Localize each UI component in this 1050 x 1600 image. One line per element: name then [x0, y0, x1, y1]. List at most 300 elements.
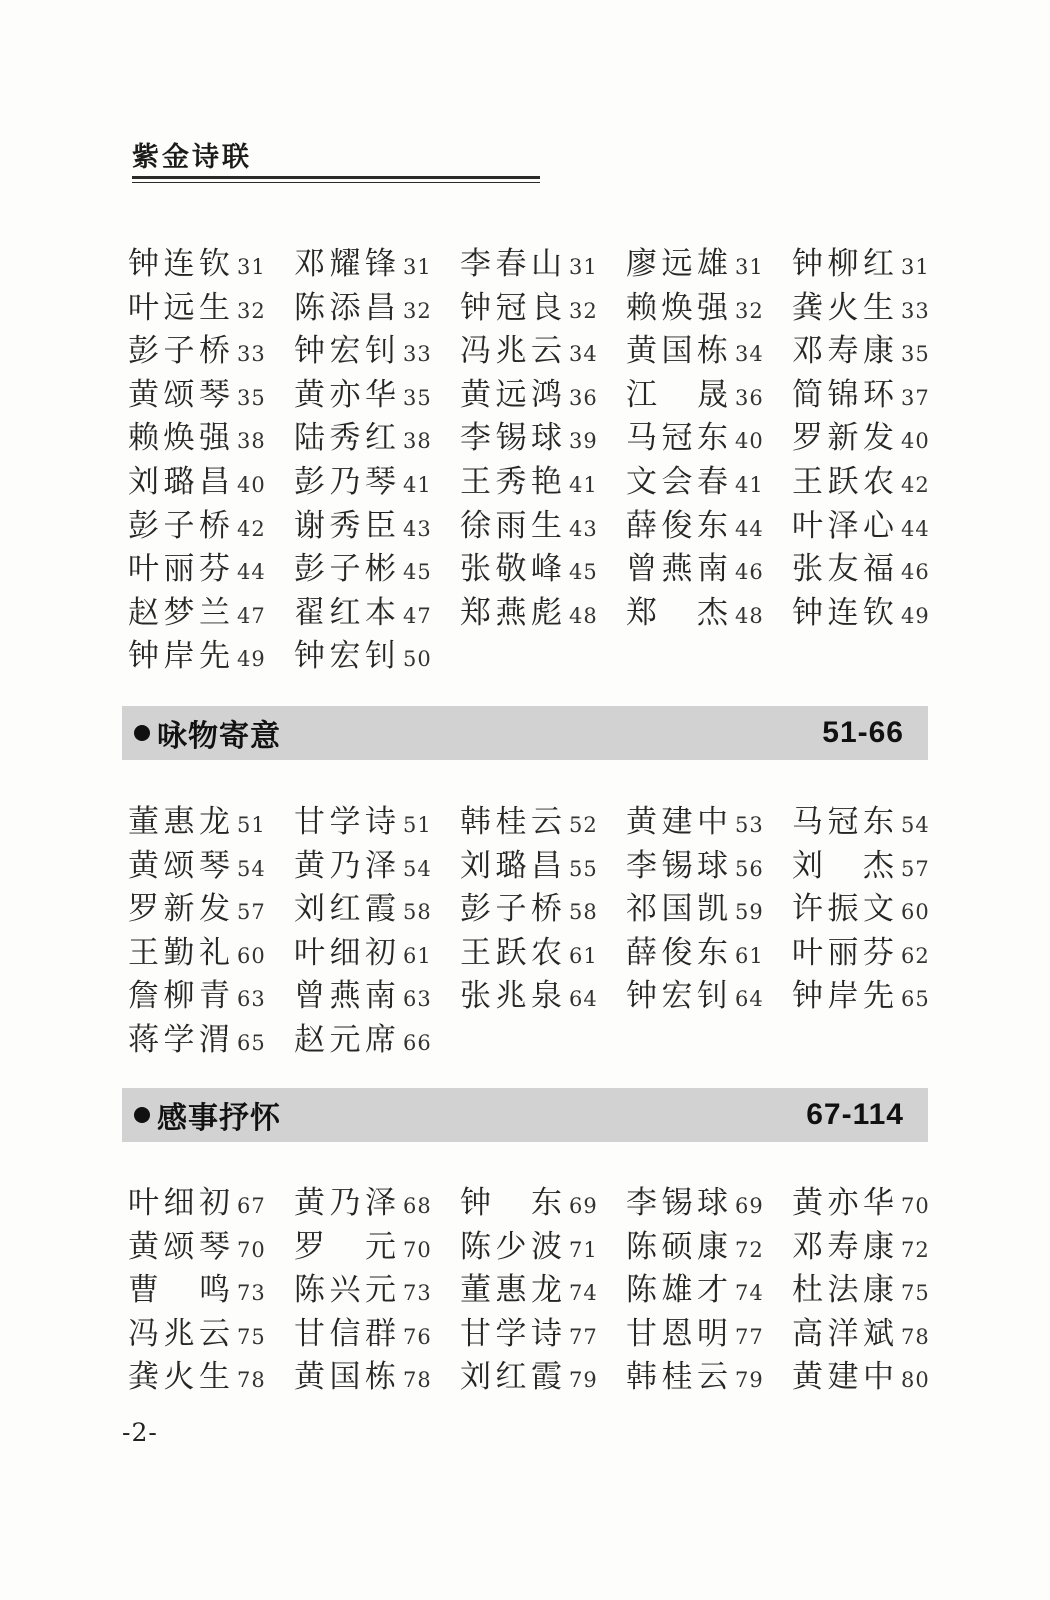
- toc-entry: [294, 412, 460, 456]
- running-header: [132, 140, 540, 183]
- toc-entry: [792, 238, 958, 282]
- author-name: 张敬峰: [460, 551, 566, 588]
- author-name: 曹 鸣: [128, 1272, 234, 1309]
- author-name: 钟岸先: [128, 638, 234, 675]
- entry-page-number: 60: [901, 900, 930, 925]
- toc-entry: [460, 456, 626, 500]
- entry-page-number: 60: [237, 943, 266, 968]
- toc-entry: [294, 840, 460, 884]
- author-name: 赵梦兰: [128, 594, 234, 631]
- entry-page-number: 40: [901, 429, 930, 454]
- toc-entry: [626, 1351, 792, 1395]
- author-name: 钟连钦: [128, 246, 234, 282]
- author-name: 黄建中: [792, 1359, 898, 1396]
- author-name: 冯兆云: [460, 333, 566, 370]
- toc-entry: [626, 1264, 792, 1308]
- author-name: 董惠龙: [128, 804, 234, 840]
- toc-entry: [460, 883, 626, 927]
- author-name: 马冠东: [792, 804, 898, 840]
- author-name: 黄颂琴: [128, 376, 234, 413]
- toc-entry: [460, 840, 626, 884]
- toc-entry: [294, 1014, 460, 1058]
- author-name: 黄颂琴: [128, 1228, 234, 1265]
- entry-page-number: 54: [901, 813, 930, 837]
- toc-entry: [294, 1351, 460, 1395]
- bullet-icon: [134, 725, 150, 741]
- toc-entry: [294, 369, 460, 413]
- toc-entry: [460, 796, 626, 840]
- toc-entry: [626, 883, 792, 927]
- toc-entry: [294, 883, 460, 927]
- author-name: 董惠龙: [460, 1272, 566, 1309]
- entry-page-number: 76: [403, 1324, 432, 1349]
- author-name: 刘 杰: [792, 847, 898, 884]
- toc-entry: [626, 412, 792, 456]
- toc-entry: [792, 369, 958, 413]
- author-name: 杜法康: [792, 1272, 898, 1309]
- author-name: 李锡球: [460, 420, 566, 457]
- author-name: 甘恩明: [626, 1315, 732, 1352]
- entry-page-number: 45: [569, 560, 598, 585]
- author-name: 叶细初: [294, 934, 400, 971]
- author-name: 彭乃琴: [294, 463, 400, 500]
- entry-page-number: 41: [735, 472, 764, 497]
- toc-section: [128, 1177, 958, 1395]
- toc-entry: [128, 1177, 294, 1221]
- toc-entry: [294, 970, 460, 1014]
- entry-page-number: 39: [569, 429, 598, 454]
- entry-page-number: 62: [901, 943, 930, 968]
- entry-page-number: 63: [237, 987, 266, 1012]
- toc-entry: [792, 927, 958, 971]
- toc-entry: [128, 1264, 294, 1308]
- entry-page-number: 70: [901, 1194, 930, 1218]
- author-name: 黄乃泽: [294, 847, 400, 884]
- author-name: 王秀艳: [460, 463, 566, 500]
- entry-page-number: 51: [237, 813, 266, 837]
- entry-page-number: 58: [403, 900, 432, 925]
- entry-page-number: 35: [403, 385, 432, 410]
- author-name: 甘信群: [294, 1315, 400, 1352]
- entry-page-number: 45: [403, 560, 432, 585]
- author-name: 文会春: [626, 463, 732, 500]
- author-name: 马冠东: [626, 420, 732, 457]
- author-name: 黄乃泽: [294, 1185, 400, 1221]
- toc-entry: [128, 1308, 294, 1352]
- section-title: 感事抒怀: [157, 1101, 281, 1136]
- entry-page-number: 75: [237, 1324, 266, 1349]
- toc-entry: [128, 840, 294, 884]
- toc-entry-grid: [128, 796, 958, 1058]
- entry-page-number: 49: [237, 647, 266, 672]
- toc-entry: [128, 587, 294, 631]
- entry-page-number: 42: [901, 472, 930, 497]
- toc-entry: [128, 543, 294, 587]
- entry-page-number: 55: [569, 856, 598, 881]
- toc-entry: [460, 1264, 626, 1308]
- toc-entry: [460, 543, 626, 587]
- author-name: 邓耀锋: [294, 246, 400, 282]
- entry-page-number: 67: [237, 1194, 266, 1218]
- toc-entry: [128, 883, 294, 927]
- toc-entry: [294, 282, 460, 326]
- entry-page-number: 73: [237, 1281, 266, 1306]
- entry-page-number: 46: [735, 560, 764, 585]
- entry-page-number: 64: [569, 987, 598, 1012]
- entry-page-number: 74: [735, 1281, 764, 1306]
- toc-entry: [626, 1177, 792, 1221]
- author-name: 张兆泉: [460, 978, 566, 1015]
- author-name: 王跃农: [460, 934, 566, 971]
- toc-entry-grid: [128, 1177, 958, 1395]
- author-name: 詹柳青: [128, 978, 234, 1015]
- toc-entry-grid: [128, 238, 958, 674]
- author-name: 龚火生: [792, 289, 898, 326]
- bullet-icon: [134, 1107, 150, 1123]
- entry-page-number: 57: [237, 900, 266, 925]
- entry-page-number: 72: [735, 1237, 764, 1262]
- entry-page-number: 33: [901, 298, 930, 323]
- entry-page-number: 36: [569, 385, 598, 410]
- author-name: 陈添昌: [294, 289, 400, 326]
- header-title: 紫金诗联: [132, 142, 252, 173]
- author-name: 冯兆云: [128, 1315, 234, 1352]
- author-name: 罗新发: [792, 420, 898, 457]
- toc-entry: [460, 325, 626, 369]
- toc-entry: [626, 238, 792, 282]
- entry-page-number: 37: [901, 385, 930, 410]
- toc-entry: [792, 1264, 958, 1308]
- toc-entry: [460, 1177, 626, 1221]
- entry-page-number: 43: [403, 516, 432, 541]
- entry-page-number: 78: [901, 1324, 930, 1349]
- entry-page-number: 63: [403, 987, 432, 1012]
- author-name: 甘学诗: [294, 804, 400, 840]
- entry-page-number: 70: [237, 1237, 266, 1262]
- entry-page-number: 74: [569, 1281, 598, 1306]
- author-name: 黄国栋: [626, 333, 732, 370]
- entry-page-number: 64: [735, 987, 764, 1012]
- toc-entry: [626, 1308, 792, 1352]
- banner-heading: [134, 711, 281, 755]
- header-rule-thick: [132, 176, 540, 179]
- section-banner: [122, 706, 928, 760]
- entry-page-number: 40: [237, 472, 266, 497]
- toc-section: [128, 796, 958, 1058]
- author-name: 彭子彬: [294, 551, 400, 588]
- toc-entry: [792, 840, 958, 884]
- entry-page-number: 78: [403, 1368, 432, 1393]
- toc-entry: [460, 587, 626, 631]
- entry-page-number: 44: [901, 516, 930, 541]
- toc-entry: [294, 796, 460, 840]
- toc-entry: [460, 970, 626, 1014]
- toc-entry: [128, 1221, 294, 1265]
- toc-entry: [792, 587, 958, 631]
- author-name: 蒋学渭: [128, 1021, 234, 1058]
- author-name: 曾燕南: [294, 978, 400, 1015]
- entry-page-number: 65: [237, 1030, 266, 1055]
- author-name: 高洋斌: [792, 1315, 898, 1352]
- entry-page-number: 65: [901, 987, 930, 1012]
- header-rule-thin: [132, 182, 540, 183]
- entry-page-number: 69: [569, 1194, 598, 1218]
- toc-entry: [460, 412, 626, 456]
- toc-entry: [626, 840, 792, 884]
- author-name: 黄远鸿: [460, 376, 566, 413]
- entry-page-number: 78: [237, 1368, 266, 1393]
- author-name: 黄国栋: [294, 1359, 400, 1396]
- entry-page-number: 46: [901, 560, 930, 585]
- entry-page-number: 32: [403, 298, 432, 323]
- author-name: 黄亦华: [294, 376, 400, 413]
- author-name: 陈雄才: [626, 1272, 732, 1309]
- toc-entry: [294, 1221, 460, 1265]
- toc-entry: [128, 282, 294, 326]
- author-name: 黄颂琴: [128, 847, 234, 884]
- author-name: 翟红本: [294, 594, 400, 631]
- author-name: 赵元席: [294, 1021, 400, 1058]
- author-name: 叶细初: [128, 1185, 234, 1221]
- entry-page-number: 79: [569, 1368, 598, 1393]
- entry-page-number: 77: [569, 1324, 598, 1349]
- author-name: 王跃农: [792, 463, 898, 500]
- entry-page-number: 71: [569, 1237, 598, 1262]
- entry-page-number: 43: [569, 516, 598, 541]
- author-name: 彭子桥: [460, 891, 566, 928]
- section-title: 咏物寄意: [157, 719, 281, 754]
- author-name: 甘学诗: [460, 1315, 566, 1352]
- toc-entry: [626, 970, 792, 1014]
- toc-entry: [792, 1221, 958, 1265]
- toc-entry: [128, 325, 294, 369]
- toc-entry: [792, 325, 958, 369]
- author-name: 许振文: [792, 891, 898, 928]
- toc-entry: [460, 1351, 626, 1395]
- toc-entry: [626, 500, 792, 544]
- entry-page-number: 42: [237, 516, 266, 541]
- toc-entry: [128, 970, 294, 1014]
- author-name: 彭子桥: [128, 507, 234, 544]
- entry-page-number: 32: [569, 298, 598, 323]
- toc-entry: [128, 796, 294, 840]
- section-page-range: 51-66: [822, 716, 904, 749]
- author-name: 陈兴元: [294, 1272, 400, 1309]
- author-name: 祁国凯: [626, 891, 732, 928]
- author-name: 龚火生: [128, 1359, 234, 1396]
- entry-page-number: 61: [735, 943, 764, 968]
- author-name: 钟宏钊: [294, 333, 400, 370]
- entry-page-number: 31: [569, 255, 598, 279]
- entry-page-number: 44: [237, 560, 266, 585]
- section-page-range: 67-114: [806, 1098, 904, 1131]
- toc-entry: [294, 325, 460, 369]
- toc-entry: [460, 1308, 626, 1352]
- entry-page-number: 54: [237, 856, 266, 881]
- toc-entry: [460, 238, 626, 282]
- entry-page-number: 34: [735, 342, 764, 367]
- entry-page-number: 72: [901, 1237, 930, 1262]
- toc-entry: [460, 927, 626, 971]
- banner-heading: [134, 1093, 281, 1137]
- toc-entry: [460, 282, 626, 326]
- toc-entry: [792, 543, 958, 587]
- entry-page-number: 51: [403, 813, 432, 837]
- entry-page-number: 41: [569, 472, 598, 497]
- author-name: 黄亦华: [792, 1185, 898, 1221]
- author-name: 谢秀臣: [294, 507, 400, 544]
- entry-page-number: 53: [735, 813, 764, 837]
- author-name: 钟宏钊: [294, 638, 400, 675]
- author-name: 曾燕南: [626, 551, 732, 588]
- entry-page-number: 61: [403, 943, 432, 968]
- author-name: 罗 元: [294, 1228, 400, 1265]
- toc-entry: [792, 1351, 958, 1395]
- toc-entry: [460, 369, 626, 413]
- entry-page-number: 69: [735, 1194, 764, 1218]
- entry-page-number: 36: [735, 385, 764, 410]
- author-name: 郑 杰: [626, 594, 732, 631]
- entry-page-number: 80: [901, 1368, 930, 1393]
- toc-section-continued: [128, 238, 958, 674]
- author-name: 简锦环: [792, 376, 898, 413]
- toc-entry: [128, 369, 294, 413]
- entry-page-number: 35: [237, 385, 266, 410]
- entry-page-number: 68: [403, 1194, 432, 1218]
- toc-entry: [792, 282, 958, 326]
- entry-page-number: 77: [735, 1324, 764, 1349]
- entry-page-number: 70: [403, 1237, 432, 1262]
- author-name: 赖焕强: [128, 420, 234, 457]
- author-name: 薛俊东: [626, 507, 732, 544]
- author-name: 李春山: [460, 246, 566, 282]
- toc-entry: [294, 1308, 460, 1352]
- author-name: 罗新发: [128, 891, 234, 928]
- entry-page-number: 31: [735, 255, 764, 279]
- toc-entry: [792, 970, 958, 1014]
- page-number: -2-: [122, 1418, 158, 1447]
- toc-entry: [294, 1264, 460, 1308]
- toc-entry: [626, 369, 792, 413]
- entry-page-number: 79: [735, 1368, 764, 1393]
- author-name: 邓寿康: [792, 1228, 898, 1265]
- entry-page-number: 44: [735, 516, 764, 541]
- toc-entry: [626, 1221, 792, 1265]
- author-name: 钟冠良: [460, 289, 566, 326]
- author-name: 钟岸先: [792, 978, 898, 1015]
- toc-entry: [792, 883, 958, 927]
- author-name: 张友福: [792, 551, 898, 588]
- toc-entry: [792, 456, 958, 500]
- toc-entry: [128, 412, 294, 456]
- author-name: 李锡球: [626, 847, 732, 884]
- toc-entry: [626, 282, 792, 326]
- toc-entry: [128, 1351, 294, 1395]
- entry-page-number: 66: [403, 1030, 432, 1055]
- author-name: 李锡球: [626, 1185, 732, 1221]
- author-name: 钟宏钊: [626, 978, 732, 1015]
- entry-page-number: 38: [403, 429, 432, 454]
- toc-entry: [792, 412, 958, 456]
- author-name: 叶丽芬: [128, 551, 234, 588]
- entry-page-number: 31: [901, 255, 930, 279]
- author-name: 黄建中: [626, 804, 732, 840]
- entry-page-number: 56: [735, 856, 764, 881]
- toc-entry: [460, 500, 626, 544]
- entry-page-number: 49: [901, 603, 930, 628]
- toc-entry: [294, 587, 460, 631]
- toc-entry: [128, 630, 294, 674]
- toc-entry: [128, 927, 294, 971]
- entry-page-number: 31: [403, 255, 432, 279]
- author-name: 刘璐昌: [460, 847, 566, 884]
- author-name: 钟连钦: [792, 594, 898, 631]
- author-name: 徐雨生: [460, 507, 566, 544]
- entry-page-number: 75: [901, 1281, 930, 1306]
- toc-entry: [294, 1177, 460, 1221]
- entry-page-number: 31: [237, 255, 266, 279]
- entry-page-number: 52: [569, 813, 598, 837]
- author-name: 钟 东: [460, 1185, 566, 1221]
- entry-page-number: 57: [901, 856, 930, 881]
- section-banner: [122, 1088, 928, 1142]
- toc-entry: [792, 1308, 958, 1352]
- author-name: 刘红霞: [460, 1359, 566, 1396]
- author-name: 江 晟: [626, 376, 732, 413]
- entry-page-number: 50: [403, 647, 432, 672]
- toc-entry: [294, 238, 460, 282]
- entry-page-number: 32: [735, 298, 764, 323]
- author-name: 韩桂云: [626, 1359, 732, 1396]
- entry-page-number: 59: [735, 900, 764, 925]
- toc-entry: [128, 500, 294, 544]
- toc-entry: [626, 543, 792, 587]
- entry-page-number: 38: [237, 429, 266, 454]
- toc-entry: [294, 456, 460, 500]
- author-name: 廖远雄: [626, 246, 732, 282]
- entry-page-number: 47: [403, 603, 432, 628]
- toc-entry: [128, 456, 294, 500]
- author-name: 郑燕彪: [460, 594, 566, 631]
- toc-entry: [460, 1221, 626, 1265]
- author-name: 王勤礼: [128, 934, 234, 971]
- entry-page-number: 58: [569, 900, 598, 925]
- author-name: 刘璐昌: [128, 463, 234, 500]
- toc-entry: [626, 587, 792, 631]
- entry-page-number: 61: [569, 943, 598, 968]
- entry-page-number: 40: [735, 429, 764, 454]
- author-name: 彭子桥: [128, 333, 234, 370]
- toc-entry: [128, 1014, 294, 1058]
- entry-page-number: 34: [569, 342, 598, 367]
- entry-page-number: 48: [735, 603, 764, 628]
- toc-entry: [626, 325, 792, 369]
- entry-page-number: 47: [237, 603, 266, 628]
- author-name: 邓寿康: [792, 333, 898, 370]
- entry-page-number: 41: [403, 472, 432, 497]
- toc-entry: [294, 500, 460, 544]
- author-name: 陈硕康: [626, 1228, 732, 1265]
- author-name: 叶远生: [128, 289, 234, 326]
- author-name: 刘红霞: [294, 891, 400, 928]
- toc-entry: [294, 630, 460, 674]
- author-name: 韩桂云: [460, 804, 566, 840]
- toc-entry: [626, 796, 792, 840]
- toc-entry: [792, 1177, 958, 1221]
- entry-page-number: 35: [901, 342, 930, 367]
- entry-page-number: 54: [403, 856, 432, 881]
- author-name: 钟柳红: [792, 246, 898, 282]
